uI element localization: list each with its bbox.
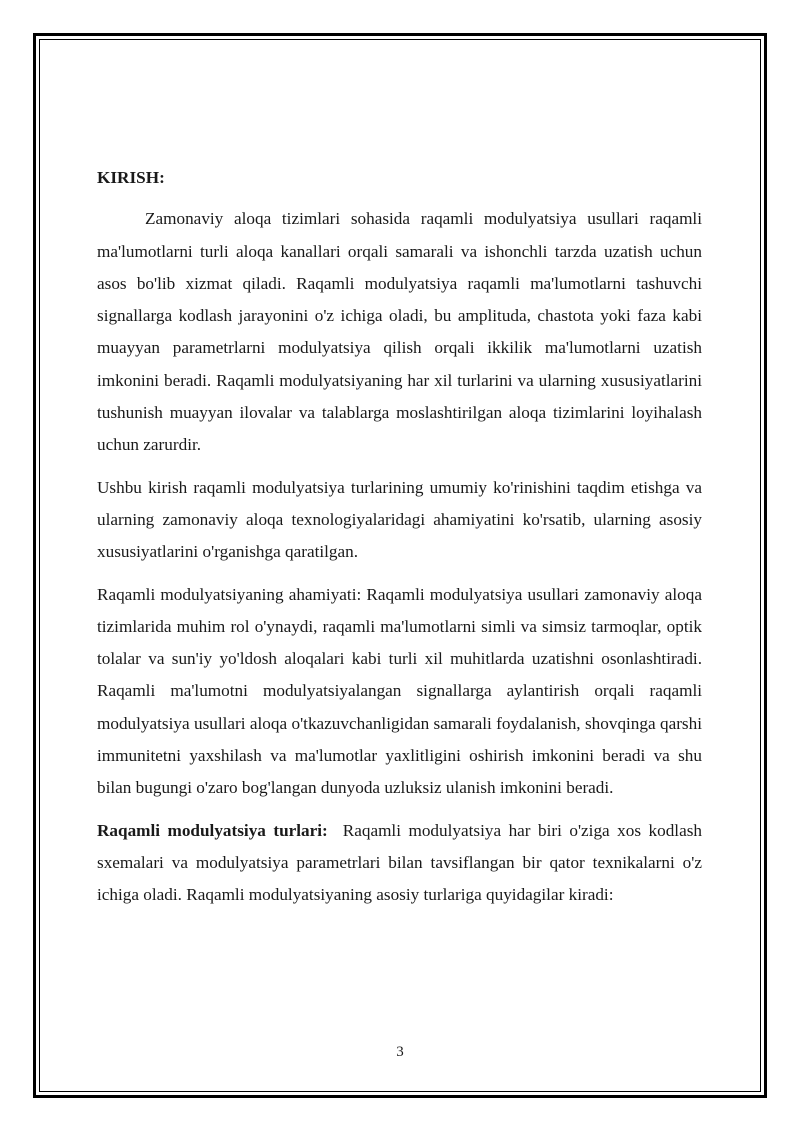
paragraph-types: [97, 815, 707, 912]
section-heading: KIRISH:: [97, 168, 165, 187]
paragraph-types-label: Raqamli modulyatsiya turlari:: [97, 820, 328, 840]
document-body: [97, 162, 707, 922]
page-number: 3: [396, 1044, 404, 1060]
paragraph-types-text: Raqamli modulyatsiya har biri o'ziga xos kodlash sxemalari va modulyatsiya parametrlari bilan tavsiflangan bir qator texnikalarni o'z ichiga oladi. Raqamli modulyatsiyaning asosiy turlariga quyidagilar kiradi:: [97, 820, 707, 905]
paragraph-overview: Ushbu kirish raqamli modulyatsiya turlarining umumiy ko'rinishini taqdim etishga va ularning zamonaviy aloqa texnologiyalaridagi ahamiyatini ko'rsatib, ularning asosiy xususiyatlarini o'rganishga qaratilgan.: [97, 477, 702, 562]
paragraph-intro: Zamonaviy aloqa tizimlari sohasida raqamli modulyatsiya usullari raqamli ma'lumotlarni turli aloqa kanallari orqali samarali va ishonchli tarzda uzatish uchun asos bo'lib xizmat qiladi. Raqamli modulyatsiya raqamli ma'lumotlarni tashuvchi signallarga kodlash jarayonini o'z ichiga oladi, bu amplituda, chastota yoki faza kabi muayyan parametrlarni modulyatsiya qilish orqali ikkilik ma'lumotlarni uzatish imkonini beradi. Raqamli modulyatsiyaning har xil turlarini va ularning xususiyatlarini tushunish muayyan ilovalar va talablarga moslashtirilgan aloqa tizimlarini loyihalash uchun zarurdir.: [97, 209, 702, 455]
paragraph-importance: Raqamli modulyatsiyaning ahamiyati: Raqamli modulyatsiya usullari zamonaviy aloqa tizimlarida muhim rol o'ynaydi, raqamli ma'lumotlarni simli va simsiz tarmoqlar, optik tolalar va sun'iy yo'ldosh aloqalari kabi turli xil muhitlarda uzatishni osonlashtiradi. Raqamli ma'lumotni modulyatsiyalangan signallarga aylantirish orqali raqamli modulyatsiya usullari aloqa o'tkazuvchanligidan samarali foydalanish, shovqinga qarshi immunitetni yaxshilash va ma'lumotlar yaxlitligini oshirish imkonini beradi va shu bilan bugungi o'zaro bog'langan dunyoda uzluksiz ulanish imkonini beradi.: [97, 584, 702, 798]
